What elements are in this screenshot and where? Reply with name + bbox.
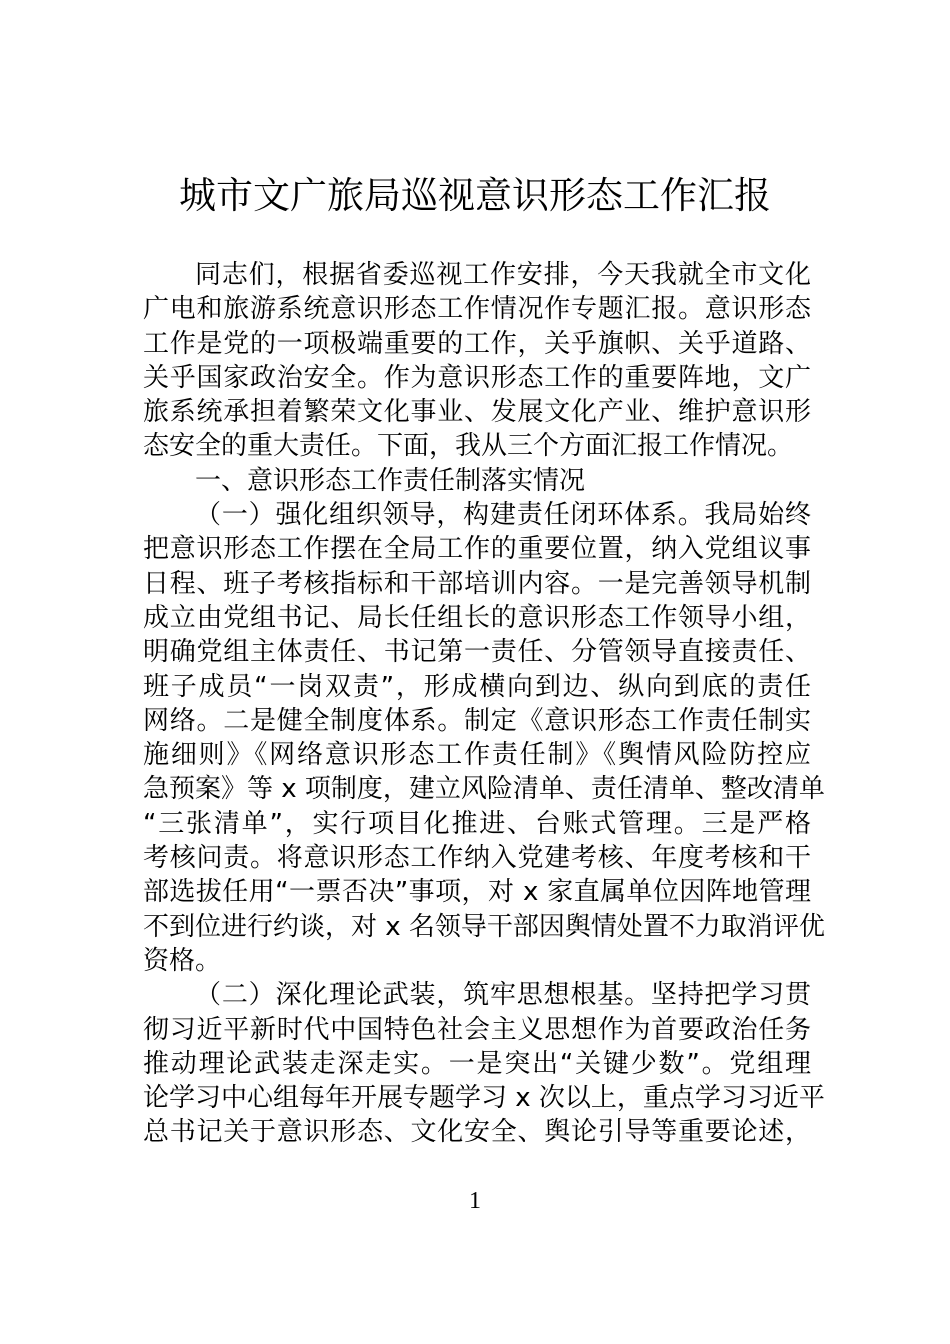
text-line: 彻习近平新时代中国特色社会主义思想作为首要政治任务: [143, 1014, 811, 1045]
text-line: 同志们，根据省委巡视工作安排，今天我就全市文化: [195, 260, 811, 290]
text-line: 工作是党的一项极端重要的工作，关乎旗帜、关乎道路、: [143, 328, 811, 359]
text-line: 施细则》《网络意识形态工作责任制》《舆情风险防控应: [143, 740, 811, 771]
text-line: 不到位进行约谈，对 x 名领导干部因舆情处置不力取消评优: [143, 911, 825, 942]
text-line: “三张清单”，实行项目化推进、台账式管理。三是严格: [143, 808, 811, 839]
text-line: 班子成员“一岗双责”，形成横向到边、纵向到底的责任: [143, 671, 811, 702]
text-line: 旅系统承担着繁荣文化事业、发展文化产业、维护意识形: [143, 397, 811, 428]
text-line: （二）深化理论武装，筑牢思想根基。坚持把学习贯: [195, 980, 811, 1011]
text-line: 关乎国家政治安全。作为意识形态工作的重要阵地，文广: [143, 362, 811, 393]
text-line: 网络。二是健全制度体系。制定《意识形态工作责任制实: [143, 705, 811, 736]
section-heading: 一、意识形态工作责任制落实情况: [195, 465, 586, 496]
document-title: 城市文广旅局巡视意识形态工作汇报: [179, 174, 771, 217]
text-line: 论学习中心组每年开展专题学习 x 次以上，重点学习习近平: [143, 1083, 825, 1114]
text-line: 成立由党组书记、局长任组长的意识形态工作领导小组，: [143, 602, 811, 633]
text-line: 推动理论武装走深走实。一是突出“关键少数”。党组理: [143, 1048, 811, 1079]
text-line: 总书记关于意识形态、文化安全、舆论引导等重要论述，: [143, 1117, 811, 1148]
text-line: 把意识形态工作摆在全局工作的重要位置，纳入党组议事: [143, 534, 811, 565]
text-line: 资格。: [143, 945, 222, 976]
text-line: 部选拔任用“一票否决”事项，对 x 家直属单位因阵地管理: [143, 877, 811, 908]
document-body: [143, 258, 825, 1150]
text-line: 考核问责。将意识形态工作纳入党建考核、年度考核和干: [143, 843, 811, 874]
text-line: 广电和旅游系统意识形态工作情况作专题汇报。意识形态: [143, 294, 811, 325]
text-line: 明确党组主体责任、书记第一责任、分管领导直接责任、: [143, 637, 811, 668]
text-line: 日程、班子考核指标和干部培训内容。一是完善领导机制: [143, 568, 811, 599]
text-line: 态安全的重大责任。下面，我从三个方面汇报工作情况。: [143, 431, 794, 462]
text-line: 急预案》等 x 项制度，建立风险清单、责任清单、整改清单: [143, 774, 825, 805]
text-line: （一）强化组织领导，构建责任闭环体系。我局始终: [195, 500, 811, 531]
page-number: 1: [469, 1188, 481, 1214]
